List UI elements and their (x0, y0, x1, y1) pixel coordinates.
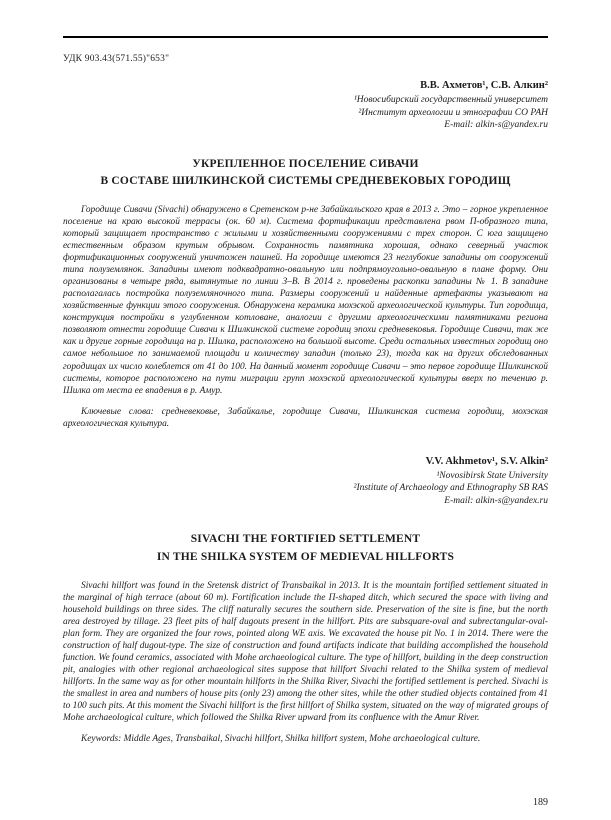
en-keywords (63, 733, 548, 745)
en-title-line-2: IN THE SHILKA SYSTEM OF MEDIEVAL HILLFORTS (156, 550, 455, 563)
ru-title-line-1: УКРЕПЛЕННОЕ ПОСЕЛЕНИЕ СИВАЧИ (192, 157, 419, 170)
ru-title (63, 156, 548, 191)
header-rule (63, 36, 548, 38)
udc-code: УДК 903.43(571.55)"653" (63, 54, 170, 64)
en-affiliation-2: ²Institute of Archaeology and Ethnography SB RAS (353, 483, 548, 494)
ru-email: E-mail: alkin-s@yandex.ru (444, 120, 548, 131)
en-keywords-text: Middle Ages, Transbaikal, Sivachi hillfort, Shilka hillfort system, Mohe archaeological culture. (121, 734, 481, 745)
en-affiliation-1: ¹Novosibirsk State University (436, 470, 548, 481)
en-affiliations (63, 470, 548, 508)
ru-title-line-2: В СОСТАВЕ ШИЛКИНСКОЙ СИСТЕМЫ СРЕДНЕВЕКОВЫХ ГОРОДИЩ (100, 174, 511, 187)
ru-abstract: Городище Сивачи (Sivachi) обнаружено в Сретенском р-не Забайкальского края в 2013 г. Это – горное укрепленное поселение на краю высокой террасы (ок. 60 м). Система фортификации представлена рвом П-образного типа, который защищает пространство с жилыми и хозяйственными сооружениями с трех сторон. С юга защищено естественным образом крутым обрывом. Сохранность памятника хорошая, однако северный участок фортификационных сооружений уничтожен пашней. На городище имеются 23 неглубокие западины от сооружений типа полуземлянок. Западины имеют подквадратно-овальную или подпрямоугольно-овальную в плане форму. Они организованы в четыре ряда, вытянутые по линии З–В. В 2014 г. проведены раскопки западины № 1. В западине располагалась постройка полуземляночного типа. Размеры сооружений и найденные артефакты указывают на хозяйственные функции этого сооружения. Обнаружена керамика мохэской археологической культуры. Тип городища, конструкция постройки в углубленном котловане, аналогии с другими археологическими памятниками региона позволяют отнести городище Сивачи к Шилкинской системе городищ эпохи средневековья. Городище Сивачи, так же как и другие горные городища на р. Шилка, расположено на большой высоте. Среди остальных известных городищ оно самое небольшое по занимаемой площади и количеству западин (только 23), тогда как на других обследованных городищах их число колеблется от 41 до 100. На данный момент городище Сивачи – это первое городище Шилкинской системы, которое расположено на пути миграции групп мохэской археологической культуры вверх по течению р. Шилка от места ее впадения в р. Амур. (63, 205, 548, 396)
ru-keywords-text: средневековье, Забайкалье, городище Сивачи, Шилкинская система городищ, мохэская археологическая культура. (63, 406, 548, 429)
ru-affiliation-1: ¹Новосибирский государственный университет (353, 95, 548, 105)
ru-authors: В.В. Ахметов¹, С.В. Алкин² (420, 80, 548, 91)
en-abstract: Sivachi hillfort was found in the Sretensk district of Transbaikal in 2013. It is the mountain fortified settlement situated in the marginal of high terrace (about 60 m). Fortification include the П-shaped ditch, which secured the space with living and household buildings on three sides. The cliff naturally secures the southern side. Preservation of the site is fine, but the north area destroyed by tillage. 23 fleet pits of half dugouts present in the hillfort. Pits are subsquare-oval and subrectangular-oval-plan form. They are organized the four rows, pointed along WE axis. We excavated the house pit No. 1 in 2014. There were the construction of half dugout-type. The size of construction and found artifacts indicate that building accomplished the household function. We found ceramics, associated with Mohe archaeological culture. The type of hillfort, building in the deep construction pit, analogies with other regional archaeological sites suppose that hillfort Sivachi related to the Shilka system of medieval hillforts. In the same way as for other mountain hillforts in the Shilka River, Sivachi the fortified settlement is perched. Sivachi is the smallest in area and numbers of house pits (only 23) among the other sites, while the other studied objects contained from 41 to 100 such pits. At this moment the Sivachi hillfort is the first hillfort of Shilka system, situated on the way of migrated groups of Mohe archaeological culture, which followed the Shilka River upward from its confluence with the Amur River. (63, 580, 548, 724)
en-email: E-mail: alkin-s@yandex.ru (444, 495, 548, 506)
ru-affiliations (63, 94, 548, 132)
ru-keywords-label: Ключевые слова: (81, 406, 154, 417)
ru-affiliation-2: ²Институт археологии и этнографии СО РАН (358, 107, 548, 118)
en-authors: V.V. Akhmetov¹, S.V. Alkin² (425, 455, 548, 467)
page-number: 189 (533, 797, 548, 808)
en-title-line-1: SIVACHI THE FORTIFIED SETTLEMENT (190, 533, 421, 546)
en-title (63, 531, 548, 566)
en-keywords-label: Keywords: (81, 734, 122, 745)
ru-keywords (63, 406, 548, 430)
